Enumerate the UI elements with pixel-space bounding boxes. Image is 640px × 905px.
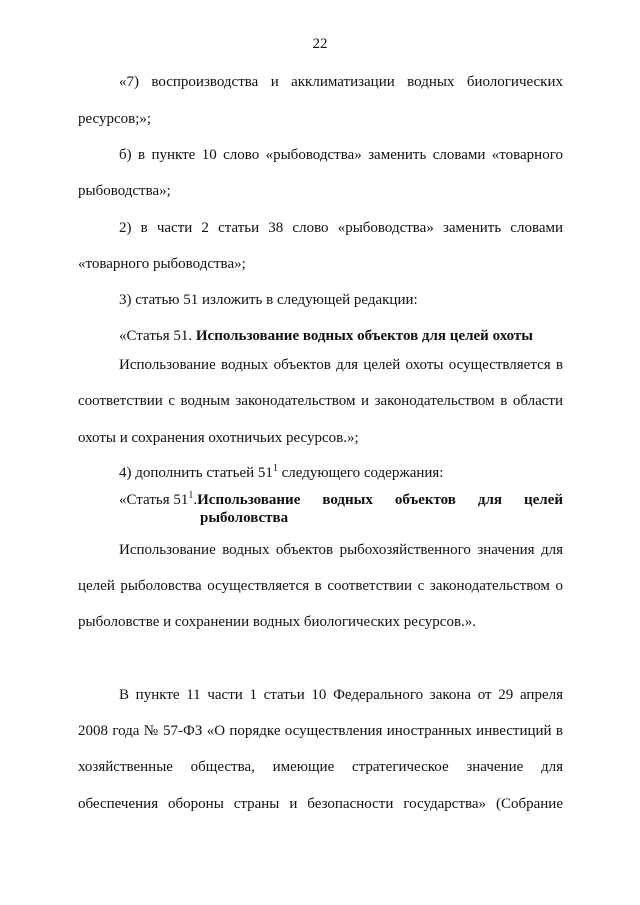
text-fragment: следующего содержания:: [277, 465, 444, 481]
text-line: 2008 года № 57-ФЗ «О порядке осуществления иностранных инвестиций в: [78, 723, 563, 739]
text-line: Использование водных объектов рыбохозяйственного значения для: [119, 542, 563, 558]
text-line: «товарного рыбоводства»;: [78, 256, 246, 272]
superscript: 1: [188, 490, 194, 501]
text-fragment: 4) дополнить статьей 51: [119, 465, 273, 481]
text-line: 3) статью 51 изложить в следующей редакции:: [119, 292, 418, 308]
page-number: 22: [312, 36, 328, 52]
article-label-text: «Статья 51: [119, 492, 189, 508]
text-line: В пункте 11 части 1 статьи 10 Федерального закона от 29 апреля: [119, 687, 563, 703]
text-line: Использование водных объектов для целей охоты осуществляется в: [119, 357, 563, 373]
text-line: рыболовстве и сохранении водных биологических ресурсов.».: [78, 614, 477, 630]
article-title-continuation: рыболовства: [200, 510, 289, 526]
text-line: хозяйственные общества, имеющие стратегическое значение для: [78, 759, 563, 775]
superscript: 1: [272, 463, 278, 474]
text-line: обеспечения обороны страны и безопасности государства» (Собрание: [78, 796, 563, 812]
article-title: Использование водных объектов для целей охоты: [195, 328, 534, 344]
article-51-1-title: [119, 491, 563, 509]
text-line: охоты и сохранения охотничьих ресурсов.»;: [78, 430, 359, 446]
text-line: [119, 464, 443, 482]
text-line: рыбоводства»;: [78, 183, 171, 199]
text-line: соответствии с водным законодательством и законодательством в области: [78, 393, 563, 409]
text-line: «7) воспроизводства и акклиматизации водных биологических: [119, 74, 563, 90]
article-label: «Статья 51.: [119, 328, 196, 344]
text-line: б) в пункте 10 слово «рыбоводства» заменить словами «товарного: [119, 147, 563, 163]
text-line: ресурсов;»;: [78, 111, 152, 127]
text-line: целей рыболовства осуществляется в соответствии с законодательством о: [78, 578, 563, 594]
article-51-title: [119, 327, 533, 345]
article-title: Использование водных объектов для целей: [197, 492, 563, 508]
text-line: 2) в части 2 статьи 38 слово «рыбоводства» заменить словами: [119, 220, 563, 236]
article-label-dot: .: [193, 492, 198, 508]
article-label: [119, 491, 197, 509]
